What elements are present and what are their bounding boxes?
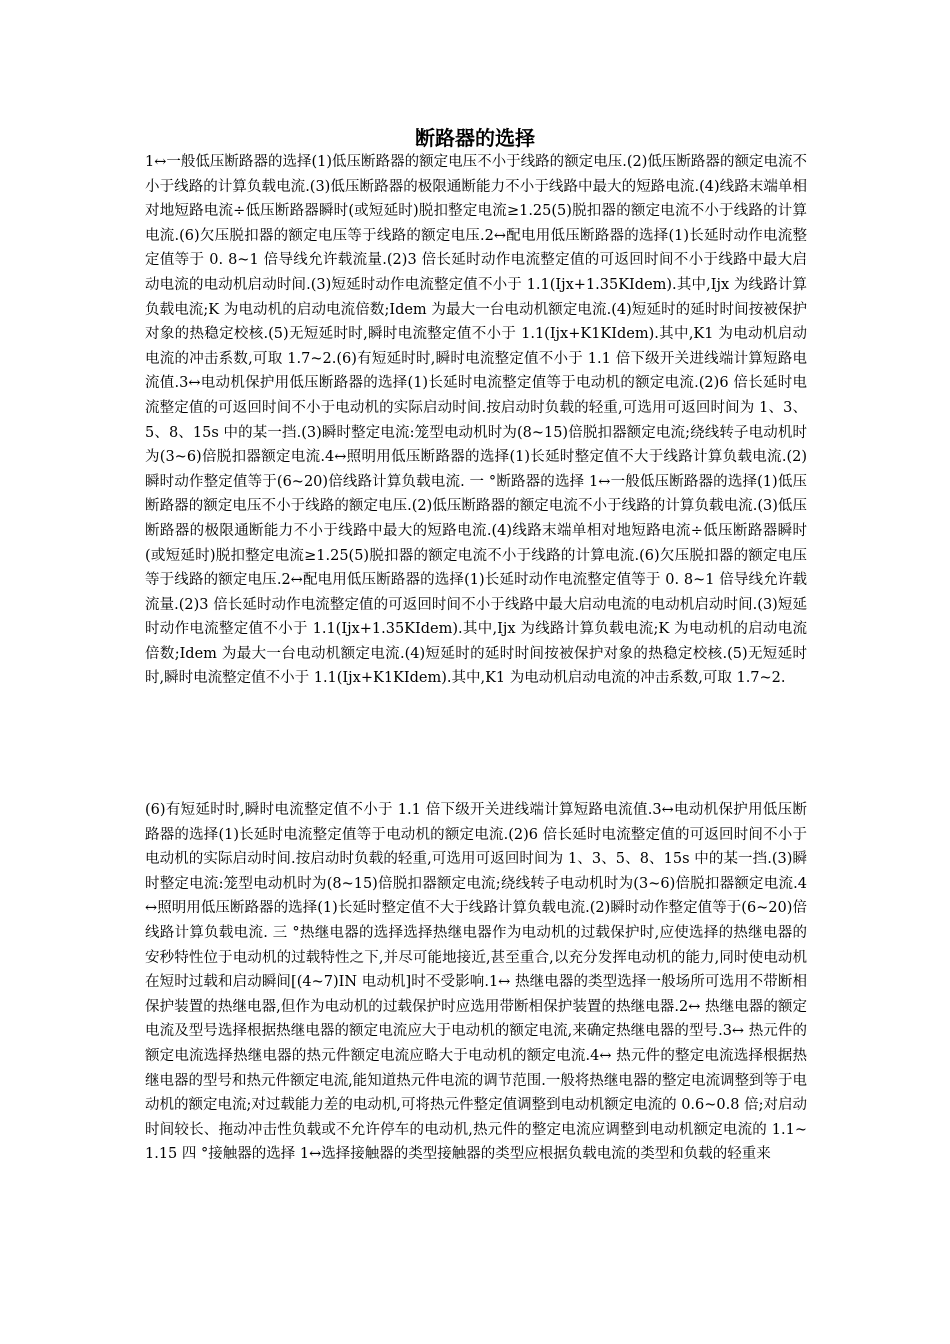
body-paragraph-2: (6)有短延时时,瞬时电流整定值不小于 1.1 倍下级开关进线端计算短路电流值.3↔电动机保护用低压断路器的选择(1)长延时电流整定值等于电动机的额定电流.(2)6 倍长延时电流整定值的可返回时间不小于电动机的实际启动时间.按启动时负载的轻重,可选用可返回时间为 1、3、5、8、15s 中的某一挡.(3)瞬时整定电流:笼型电动机时为(8~15)倍脱扣器额定电流;绕线转子电动机时为(3~6)倍脱扣器额定电流.4↔照明用低压断路器的选择(1)长延时整定值不大于线路计算负载电流.(2)瞬时动作整定值等于(6~20)倍线路计算负载电流. 三 °热继电器的选择选择热继电器作为电动机的过载保护时,应使选择的热继电器的安秒特性位于电动机的过载特性之下,并尽可能地接近,甚至重合,以充分发挥电动机的能力,同时使电动机在短时过载和启动瞬间[(4~7)IN 电动机]时不受影响.1↔ 热继电器的类型选择一般场所可选用不带断相保护装置的热继电器,但作为电动机的过载保护时应选用带断相保护装置的热继电器.2↔ 热继电器的额定电流及型号选择根据热继电器的额定电流应大于电动机的额定电流,来确定热继电器的型号.3↔ 热元件的额定电流选择热继电器的热元件额定电流应略大于电动机的额定电流.4↔ 热元件的整定电流选择根据热继电器的型号和热元件额定电流,能知道热元件电流的调节范围.一般将热继电器的整定电流调整到等于电动机的额定电流;对过载能力差的电动机,可将热元件整定值调整到电动机额定电流的 0.6~0.8 倍;对启动时间较长、拖动冲击性负载或不允许停车的电动机,热元件的整定电流应调整到电动机额定电流的 1.1~1.15 四 °接触器的选择 1↔选择接触器的类型接触器的类型应根据负载电流的类型和负载的轻重来 — [145, 802, 807, 1163]
body-paragraph-1: 1↔一般低压断路器的选择(1)低压断路器的额定电压不小于线路的额定电压.(2)低压断路器的额定电流不小于线路的计算负载电流.(3)低压断路器的极限通断能力不小于线路中最大的短路电流.(4)线路末端单相对地短路电流÷低压断路器瞬时(或短延时)脱扣整定电流≥1.25(5)脱扣器的额定电流不小于线路的计算电流.(6)欠压脱扣器的额定电压等于线路的额定电压.2↔配电用低压断路器的选择(1)长延时动作电流整定值等于 0. 8~1 倍导线允许载流量.(2)3 倍长延时动作电流整定值的可返回时间不小于线路中最大启动电流的电动机启动时间.(3)短延时动作电流整定值不小于 1.1(Ijx+1.35KIdem).其中,Ijx 为线路计算负载电流;K 为电动机的启动电流倍数;Idem 为最大一台电动机额定电流.(4)短延时的延时时间按被保护对象的热稳定校核.(5)无短延时时,瞬时电流整定值不小于 1.1(Ijx+K1KIdem).其中,K1 为电动机启动电流的冲击系数,可取 1.7~2.(6)有短延时时,瞬时电流整定值不小于 1.1 倍下级开关进线端计算短路电流值.3↔电动机保护用低压断路器的选择(1)长延时电流整定值等于电动机的额定电流.(2)6 倍长延时电流整定值的可返回时间不小于电动机的实际启动时间.按启动时负载的轻重,可选用可返回时间为 1、3、5、8、15s 中的某一挡.(3)瞬时整定电流:笼型电动机时为(8~15)倍脱扣器额定电流;绕线转子电动机时为(3~6)倍脱扣器额定电流.4↔照明用低压断路器的选择(1)长延时整定值不大于线路计算负载电流.(2)瞬时动作整定值等于(6~20)倍线路计算负载电流. 一 °断路器的选择 1↔一般低压断路器的选择(1)低压断路器的额定电压不小于线路的额定电压.(2)低压断路器的额定电流不小于线路的计算负载电流.(3)低压断路器的极限通断能力不小于线路中最大的短路电流.(4)线路末端单相对地短路电流÷低压断路器瞬时(或短延时)脱扣整定电流≥1.25(5)脱扣器的额定电流不小于线路的计算电流.(6)欠压脱扣器的额定电压等于线路的额定电压.2↔配电用低压断路器的选择(1)长延时动作电流整定值等于 0. 8~1 倍导线允许载流量.(2)3 倍长延时动作电流整定值的可返回时间不小于线路中最大启动电流的电动机启动时间.(3)短延时动作电流整定值不小于 1.1(Ijx+1.35KIdem).其中,Ijx 为线路计算负载电流;K 为电动机的启动电流倍数;Idem 为最大一台电动机额定电流.(4)短延时的延时时间按被保护对象的热稳定校核.(5)无短延时时,瞬时电流整定值不小于 1.1(Ijx+K1KIdem).其中,K1 为电动机启动电流的冲击系数,可取 1.7~2. — [145, 154, 807, 687]
document-title: 断路器的选择 — [415, 126, 535, 150]
